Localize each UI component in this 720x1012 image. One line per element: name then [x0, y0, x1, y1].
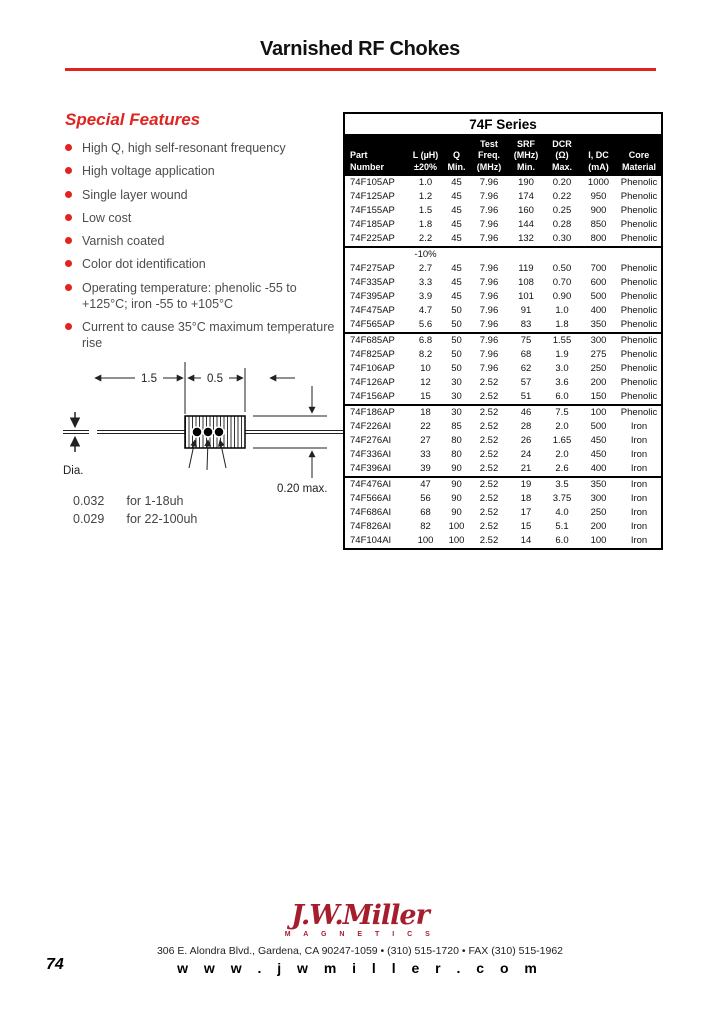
wire-size-value: 0.029: [73, 512, 105, 526]
value-cell: 400: [590, 304, 607, 316]
part-number-cell: 74F825AP: [350, 348, 395, 360]
table-row: [344, 376, 662, 390]
value-cell: Phenolic: [620, 390, 658, 402]
value-cell: 80: [451, 434, 462, 446]
value-cell: 45: [451, 218, 462, 230]
part-number-cell: 74F105AP: [350, 176, 395, 188]
value-cell: 57: [520, 376, 532, 388]
feature-item: [65, 280, 345, 313]
value-cell: 7.96: [479, 176, 499, 188]
value-cell: 2.52: [479, 520, 499, 532]
bullet-icon: [65, 260, 72, 267]
value-cell: 2.52: [479, 462, 499, 474]
table-row: [344, 520, 662, 534]
table-title-row: [344, 113, 662, 135]
value-cell: 1.8: [418, 218, 433, 230]
value-cell: 275: [590, 348, 607, 360]
wire-size-range: for 1-18uh: [126, 494, 184, 508]
value-cell: 3.5: [544, 477, 580, 492]
part-number-cell: 74F396AI: [350, 462, 392, 474]
value-cell: 82: [420, 520, 431, 532]
value-cell: 174: [518, 190, 534, 202]
table-body: [344, 176, 662, 549]
value-cell: Phenolic: [620, 232, 658, 244]
value-cell: 2.0: [555, 448, 569, 460]
bullet-icon: [65, 237, 72, 244]
value-cell: 7.96: [479, 362, 499, 374]
value-cell: 4.0: [555, 506, 569, 518]
value-cell: [470, 247, 508, 262]
value-cell: Phenolic: [617, 333, 662, 348]
website-url: w w w . j w m i l l e r . c o m: [177, 960, 543, 976]
value-cell: Phenolic: [620, 262, 658, 274]
value-cell: 2.52: [479, 448, 499, 460]
value-cell: 50: [451, 348, 462, 360]
feature-item: [65, 187, 345, 203]
company-address: 306 E. Alondra Blvd., Gardena, CA 90247-1059 • (310) 515-1720 • FAX (310) 515-1962: [156, 945, 564, 957]
bullet-icon: [65, 167, 72, 174]
value-cell: 75: [508, 333, 544, 348]
value-cell: 101: [518, 290, 534, 302]
value-cell: 1.55: [544, 333, 580, 348]
part-number-cell: 74F826AI: [350, 520, 392, 532]
value-cell: 3.0: [555, 362, 569, 374]
value-cell: 22: [420, 420, 431, 432]
value-cell: -10%: [408, 247, 443, 262]
table-title: 74F Series: [344, 113, 662, 135]
table-row: [344, 232, 662, 247]
value-cell: 15: [420, 390, 431, 402]
value-cell: 100: [417, 534, 434, 546]
table-row: [344, 204, 662, 218]
part-number-cell: 74F686AI: [350, 506, 392, 518]
value-cell: 3.9: [418, 290, 433, 302]
value-cell: 800: [590, 232, 607, 244]
title-rule: [65, 68, 656, 71]
feature-item: [65, 233, 345, 249]
value-cell: 2.52: [479, 390, 499, 402]
value-cell: 6.0: [555, 390, 569, 402]
value-cell: 1.0: [418, 176, 433, 188]
value-cell: 2.52: [479, 420, 499, 432]
value-cell: Phenolic: [620, 376, 658, 388]
value-cell: 50: [451, 318, 462, 330]
value-cell: 0.20: [552, 176, 572, 188]
jwmiller-logo: J.W.Miller: [291, 900, 429, 931]
value-cell: 45: [451, 190, 462, 202]
value-cell: 50: [451, 362, 462, 374]
part-number-cell: 74F155AP: [350, 204, 395, 216]
column-header: DCR (Ω) Max.: [544, 135, 580, 176]
wire-size-range: for 22-100uh: [126, 512, 198, 526]
value-cell: 2.52: [479, 492, 499, 504]
wire-size-notes: [73, 494, 197, 530]
value-cell: Iron: [630, 534, 648, 546]
value-cell: 500: [590, 420, 607, 432]
value-cell: 91: [520, 304, 532, 316]
value-cell: 7.96: [479, 304, 499, 316]
part-number-cell: 74F226AI: [350, 420, 392, 432]
value-cell: 300: [590, 492, 607, 504]
value-cell: 5.1: [555, 520, 569, 532]
value-cell: 100: [448, 534, 465, 546]
feature-text: Single layer wound: [82, 187, 188, 202]
value-cell: 0.70: [552, 276, 572, 288]
value-cell: 2.6: [555, 462, 569, 474]
color-dot: [192, 427, 202, 437]
value-cell: 7.5: [544, 405, 580, 420]
value-cell: 1.0: [555, 304, 569, 316]
value-cell: 950: [590, 190, 607, 202]
value-cell: 1.5: [418, 204, 433, 216]
feature-text: Operating temperature: phenolic -55 to +125°C; iron -55 to +105°C: [82, 280, 297, 311]
value-cell: 108: [518, 276, 534, 288]
part-number-cell: [344, 247, 408, 262]
value-cell: 7.96: [479, 232, 499, 244]
value-cell: Phenolic: [620, 176, 658, 188]
table-row: [344, 176, 662, 190]
feature-item: [65, 140, 345, 156]
color-dot: [203, 427, 213, 437]
value-cell: Iron: [630, 462, 648, 474]
part-number-cell: 74F685AP: [344, 333, 408, 348]
74f-series-table: [343, 112, 663, 550]
value-cell: 26: [520, 434, 532, 446]
wire-size-note: [73, 494, 197, 508]
value-cell: 19: [508, 477, 544, 492]
part-number-cell: 74F104AI: [350, 534, 392, 546]
value-cell: [617, 247, 662, 262]
part-number-cell: 74F336AI: [350, 448, 392, 460]
value-cell: 160: [518, 204, 534, 216]
value-cell: 7.96: [479, 262, 499, 274]
table-row: [344, 405, 662, 420]
part-number-cell: 74F186AP: [344, 405, 408, 420]
value-cell: 7.96: [479, 290, 499, 302]
value-cell: 144: [518, 218, 534, 230]
value-cell: 90: [451, 492, 462, 504]
value-cell: 51: [520, 390, 532, 402]
table-row: [344, 247, 662, 262]
value-cell: 10: [420, 362, 431, 374]
value-cell: 46: [508, 405, 544, 420]
table-row: [344, 506, 662, 520]
value-cell: 39: [420, 462, 431, 474]
value-cell: 7.96: [479, 318, 499, 330]
choke-dimension-diagram: [55, 358, 355, 498]
value-cell: 2.52: [470, 477, 508, 492]
part-number-cell: 74F106AP: [350, 362, 395, 374]
value-cell: 0.28: [552, 218, 572, 230]
value-cell: 30: [443, 405, 470, 420]
part-number-cell: 74F125AP: [350, 190, 395, 202]
value-cell: 17: [520, 506, 532, 518]
value-cell: 1.9: [555, 348, 569, 360]
table-row: [344, 190, 662, 204]
feature-text: Varnish coated: [82, 234, 165, 248]
table-row: [344, 304, 662, 318]
value-cell: 132: [518, 232, 534, 244]
color-dot: [214, 427, 224, 437]
value-cell: 2.52: [470, 405, 508, 420]
value-cell: Phenolic: [620, 318, 658, 330]
part-number-cell: 74F126AP: [350, 376, 395, 388]
value-cell: [580, 247, 617, 262]
table-row: [344, 218, 662, 232]
table-row: [344, 362, 662, 376]
value-cell: Phenolic: [620, 218, 658, 230]
value-cell: 190: [518, 176, 534, 188]
value-cell: 100: [580, 405, 617, 420]
special-features-list: [65, 140, 345, 352]
value-cell: 900: [590, 204, 607, 216]
value-cell: 45: [451, 176, 462, 188]
value-cell: 0.22: [552, 190, 572, 202]
table-header-row: [344, 135, 662, 176]
value-cell: 450: [590, 434, 607, 446]
value-cell: 3.6: [555, 376, 569, 388]
value-cell: 7.96: [479, 218, 499, 230]
value-cell: 0.30: [552, 232, 572, 244]
part-number-cell: 74F275AP: [350, 262, 395, 274]
value-cell: 1.65: [552, 434, 572, 446]
value-cell: 3.75: [552, 492, 572, 504]
bullet-icon: [65, 191, 72, 198]
value-cell: 45: [451, 290, 462, 302]
value-cell: 85: [451, 420, 462, 432]
value-cell: 5.6: [418, 318, 433, 330]
height-max-label: 0.20 max.: [277, 483, 328, 495]
value-cell: 14: [520, 534, 532, 546]
part-number-cell: 74F566AI: [350, 492, 392, 504]
value-cell: 45: [451, 276, 462, 288]
table-row: [344, 333, 662, 348]
value-cell: Phenolic: [620, 290, 658, 302]
value-cell: 100: [590, 534, 607, 546]
value-cell: Phenolic: [620, 190, 658, 202]
value-cell: 200: [590, 520, 607, 532]
value-cell: 50: [451, 304, 462, 316]
value-cell: 45: [451, 232, 462, 244]
value-cell: 30: [451, 376, 462, 388]
value-cell: 6.8: [408, 333, 443, 348]
value-cell: 2.52: [479, 506, 499, 518]
table-row: [344, 390, 662, 405]
value-cell: 21: [520, 462, 532, 474]
value-cell: [544, 247, 580, 262]
footer: [0, 902, 720, 976]
value-cell: 30: [451, 390, 462, 402]
column-header: L (µH) ±20%: [408, 135, 443, 176]
value-cell: 350: [590, 318, 607, 330]
value-cell: 0.90: [552, 290, 572, 302]
value-cell: Iron: [630, 448, 648, 460]
value-cell: 47: [408, 477, 443, 492]
wire-size-note: [73, 512, 197, 526]
value-cell: Phenolic: [620, 348, 658, 360]
feature-text: High Q, high self-resonant frequency: [82, 141, 286, 155]
special-features-section: [65, 110, 345, 359]
table-row: [344, 290, 662, 304]
value-cell: 15: [520, 520, 532, 532]
part-number-cell: 74F225AP: [350, 232, 395, 244]
value-cell: 100: [448, 520, 465, 532]
value-cell: [443, 247, 470, 262]
value-cell: 90: [451, 506, 462, 518]
value-cell: 0.50: [552, 262, 572, 274]
value-cell: 24: [520, 448, 532, 460]
table-row: [344, 434, 662, 448]
value-cell: 2.2: [418, 232, 433, 244]
value-cell: Iron: [630, 506, 648, 518]
value-cell: 7.96: [479, 190, 499, 202]
table-row: [344, 492, 662, 506]
part-number-cell: 74F476AI: [344, 477, 408, 492]
value-cell: Phenolic: [617, 405, 662, 420]
part-number-cell: 74F185AP: [350, 218, 395, 230]
value-cell: 1.8: [555, 318, 569, 330]
value-cell: Phenolic: [620, 204, 658, 216]
feature-text: Current to cause 35°C maximum temperature rise: [82, 320, 335, 351]
value-cell: 3.3: [418, 276, 433, 288]
jwmiller-logo-subtext: M A G N E T I C S: [284, 931, 436, 938]
value-cell: Iron: [630, 492, 648, 504]
value-cell: 2.7: [418, 262, 433, 274]
body-length-label: 0.5: [207, 373, 223, 385]
part-number-cell: 74F276AI: [350, 434, 392, 446]
value-cell: 7.96: [479, 348, 499, 360]
feature-item: [65, 210, 345, 226]
table-row: [344, 348, 662, 362]
value-cell: 1000: [587, 176, 610, 188]
value-cell: 250: [590, 506, 607, 518]
value-cell: 12: [420, 376, 431, 388]
value-cell: 45: [451, 204, 462, 216]
column-header: Part Number: [344, 135, 408, 176]
value-cell: 68: [520, 348, 532, 360]
value-cell: 50: [443, 333, 470, 348]
feature-text: Low cost: [82, 210, 132, 225]
value-cell: 2.52: [479, 534, 499, 546]
feature-text: Color dot identification: [82, 257, 206, 272]
bullet-icon: [65, 214, 72, 221]
value-cell: Iron: [630, 434, 648, 446]
wire-size-value: 0.032: [73, 494, 105, 508]
value-cell: 45: [451, 262, 462, 274]
feature-item: [65, 163, 345, 179]
column-header: I, DC (mA): [580, 135, 617, 176]
table-row: [344, 534, 662, 549]
column-header: Q Min.: [443, 135, 470, 176]
value-cell: 1.2: [418, 190, 433, 202]
value-cell: 4.7: [418, 304, 433, 316]
table-row: [344, 462, 662, 477]
table-row: [344, 448, 662, 462]
value-cell: 300: [580, 333, 617, 348]
value-cell: 56: [420, 492, 431, 504]
value-cell: 2.0: [555, 420, 569, 432]
value-cell: 6.0: [555, 534, 569, 546]
value-cell: 7.96: [479, 204, 499, 216]
value-cell: 7.96: [470, 333, 508, 348]
value-cell: 90: [443, 477, 470, 492]
part-number-cell: 74F475AP: [350, 304, 395, 316]
feature-item: [65, 319, 345, 352]
value-cell: 62: [520, 362, 532, 374]
value-cell: 18: [408, 405, 443, 420]
value-cell: 18: [520, 492, 532, 504]
column-header: Test Freq. (MHz): [470, 135, 508, 176]
feature-item: [65, 256, 345, 272]
value-cell: 28: [520, 420, 532, 432]
value-cell: Iron: [630, 420, 648, 432]
value-cell: 8.2: [418, 348, 433, 360]
special-features-heading: Special Features: [65, 110, 201, 129]
value-cell: 0.25: [552, 204, 572, 216]
value-cell: 2.52: [479, 434, 499, 446]
value-cell: 600: [590, 276, 607, 288]
value-cell: 500: [590, 290, 607, 302]
value-cell: 700: [590, 262, 607, 274]
value-cell: 7.96: [479, 276, 499, 288]
value-cell: Phenolic: [620, 276, 658, 288]
value-cell: 68: [420, 506, 431, 518]
value-cell: 119: [518, 262, 534, 274]
value-cell: Iron: [617, 477, 662, 492]
page-title: Varnished RF Chokes: [260, 38, 460, 60]
value-cell: 450: [590, 448, 607, 460]
column-header: Core Material: [617, 135, 662, 176]
value-cell: 350: [580, 477, 617, 492]
value-cell: Phenolic: [620, 362, 658, 374]
table-row: [344, 420, 662, 434]
value-cell: 33: [420, 448, 431, 460]
bullet-icon: [65, 323, 72, 330]
value-cell: 200: [590, 376, 607, 388]
part-number-cell: 74F395AP: [350, 290, 395, 302]
part-number-cell: 74F565AP: [350, 318, 395, 330]
part-number-cell: 74F335AP: [350, 276, 395, 288]
value-cell: 83: [520, 318, 532, 330]
lead-length-label: 1.5: [141, 373, 157, 385]
page-number: 74: [46, 956, 64, 973]
table-row: [344, 276, 662, 290]
value-cell: 400: [590, 462, 607, 474]
bullet-icon: [65, 144, 72, 151]
value-cell: 150: [590, 390, 607, 402]
value-cell: [508, 247, 544, 262]
value-cell: 27: [420, 434, 431, 446]
value-cell: Phenolic: [620, 304, 658, 316]
dia-label: Dia.: [63, 465, 84, 477]
value-cell: 80: [451, 448, 462, 460]
value-cell: 2.52: [479, 376, 499, 388]
table-row: [344, 477, 662, 492]
table-row: [344, 262, 662, 276]
value-cell: 850: [590, 218, 607, 230]
part-number-cell: 74F156AP: [350, 390, 395, 402]
table-row: [344, 318, 662, 333]
value-cell: 250: [590, 362, 607, 374]
column-header: SRF (MHz) Min.: [508, 135, 544, 176]
value-cell: 90: [451, 462, 462, 474]
bullet-icon: [65, 284, 72, 291]
value-cell: Iron: [630, 520, 648, 532]
feature-text: High voltage application: [82, 164, 215, 179]
